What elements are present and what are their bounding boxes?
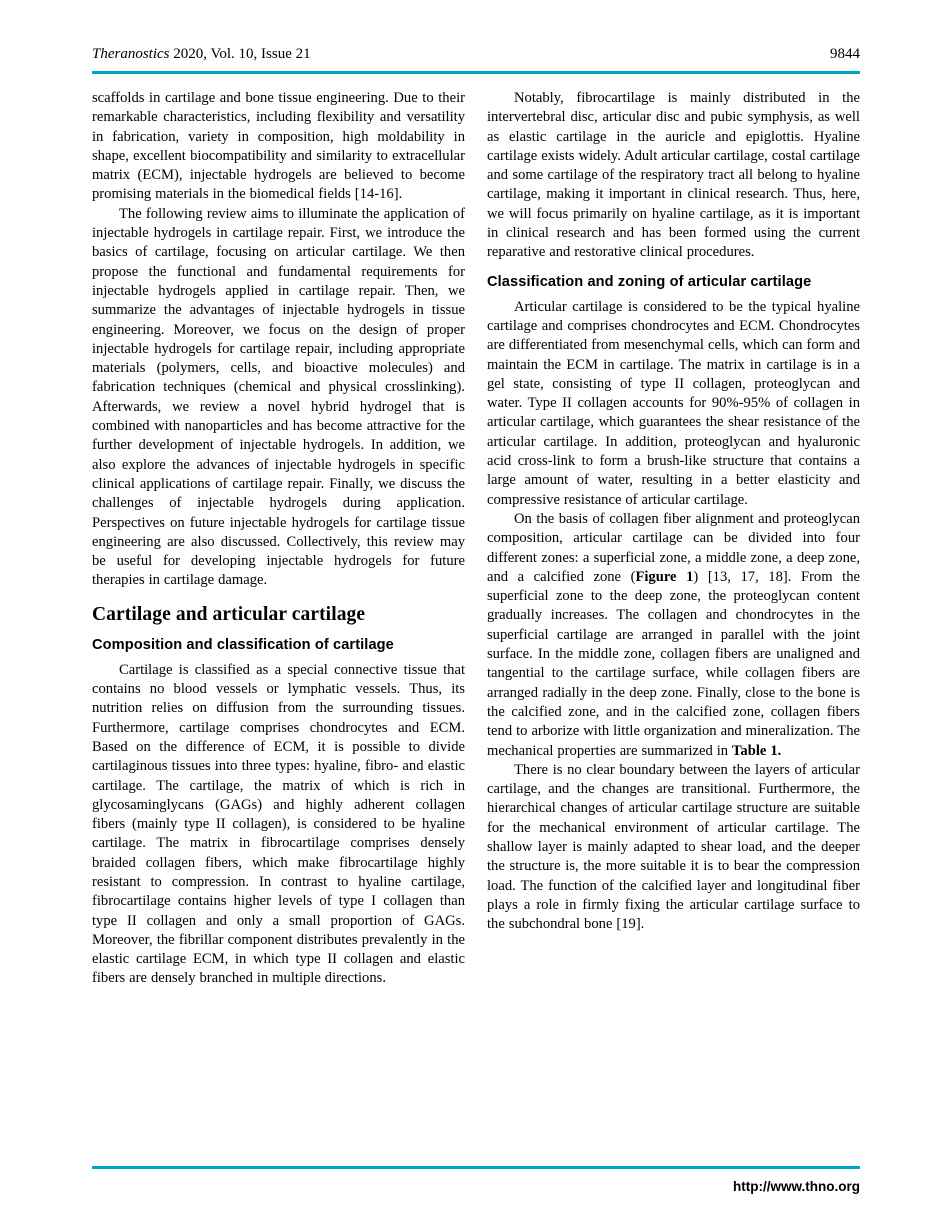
paragraph (487, 510, 860, 761)
text-run: The following review aims to illuminate the application of injectable hydrogels in cartilage repair. First, we introduce the basics of cartilage, focusing on articular cartilage. We then propose the functional and fundamental requirements for injectable hydrogels applied in cartilage repair. Then, we summarize the advantages of injectable hydrogels in tissue engineering. Moreover, we focus on the design of proper injectable hydrogels for cartilage repair, including appropriate materials (polymers, cells, and bioactive molecules) and fabrication techniques (chemical and physical crosslinking). Afterwards, we review a novel hybrid hydrogel that is combined with nanoparticles and has become attractive for the further development of injectable hydrogels. In addition, we also explore the advances of injectable hydrogels in specific clinical applications of cartilage repair. Finally, we discuss the challenges of injectable hydrogels during application. Perspectives on future injectable hydrogels for cartilage tissue engineering are also discussed. Collectively, this review may be useful for developing injectable hydrogels for future therapies in cartilage damage. (92, 205, 465, 589)
header-rule (92, 71, 860, 74)
subsection-heading: Composition and classification of cartilage (92, 636, 394, 653)
paragraph (487, 761, 860, 935)
text-run: Articular cartilage is considered to be the typical hyaline cartilage and comprises chondrocytes and ECM. Chondrocytes are differentiated from mesenchymal cells, which can form and maintain the ECM in cartilage. The matrix in cartilage is in a gel state, consisting of type II collagen, proteoglycan and water. Type II collagen accounts for 90%-95% of collagen in articular cartilage, which guarantees the shear resistance of the articular cartilage. In addition, proteoglycan and hyaluronic acid cross-link to form a brush-like structure that contains a large amount of water, resulting in a better elasticity and compressive resistance of articular cartilage. (487, 298, 860, 508)
paragraph (487, 298, 860, 510)
paragraph (92, 661, 465, 989)
page-header (92, 46, 860, 63)
text-run: On the basis of collagen fiber alignment and proteoglycan composition, articular cartilage can be divided into four different zones: a superficial zone, a middle zone, a deep zone, and a calcified zone ( (487, 510, 860, 585)
page-body (92, 89, 860, 989)
footer-rule (92, 1166, 860, 1169)
journal-title: Theranostics (92, 46, 170, 62)
text-run: Notably, fibrocartilage is mainly distributed in the intervertebral disc, articular disc and pubic symphysis, as well as elastic cartilage in the auricle and epiglottis. Hyaline cartilage exists widely. Adult articular cartilage, costal cartilage and some cartilage of the respiratory tract all belong to hyaline cartilage, making it important in clinical research. Thus, here, we will focus primarily on hyaline cartilage, as it is important in clinical research and has been formed using the current reparative and restorative clinical procedures. (487, 90, 860, 261)
text-run: Cartilage is classified as a special connective tissue that contains no blood vessels or lymphatic vessels. Thus, its nutrition relies on diffusion from the surrounding tissues. Furthermore, cartilage comprises chondrocytes and ECM. Based on the difference of ECM, it is possible to divide cartilaginous tissues into three types: hyaline, fibro- and elastic cartilage. The cartilage, the matrix of which is rich in glycosaminglycans (GAGs) and highly adherent collagen fibers (mainly type II collagen), is considered to be hyaline cartilage. The matrix in fibrocartilage comprises densely braided collagen fibers, which make fibrocartilage highly resistant to compression. In contrast to hyaline cartilage, fibrocartilage contains higher levels of type I collagen than type II collagen and only a small proportion of GAGs. Moreover, the fibrillar component distributes prevalently in the elastic cartilage ECM, in which type II collagen and elastic fibers are densely branched in multiple directions. (92, 661, 465, 987)
text-run: ) [13, 17, 18]. From the superficial zone to the deep zone, the proteoglycan content gradually increases. The collagen and chondrocytes in the superficial cartilage are arranged in parallel with the joint surface. In the middle zone, collagen fibers are unaligned and tangential to the cartilage surface, while collagen fibers are arranged radially in the deep zone. Finally, close to the bone is the calcified zone, and in the calcified zone, collagen fibers tend to arborize with little organization and mineralization. The mechanical properties are summarized in (487, 568, 860, 759)
text-run: scaffolds in cartilage and bone tissue engineering. Due to their remarkable characteristics, including flexibility and versatility in fabrication, variety in composition, high moldability in shape, excellent biocompatibility and similarity to extracellular matrix (ECM), injectable hydrogels are believed to become promising materials in the biomedical fields [14-16]. (92, 90, 465, 203)
page-number: 9844 (830, 46, 860, 62)
text-run: There is no clear boundary between the layers of articular cartilage, and the changes are transitional. Furthermore, the hierarchical changes of articular cartilage structure are suitable for the mechanical environment of articular cartilage. The shallow layer is mainly adapted to shear load, and the deeper the structure is, the more suitable it is to bear the compression load. The function of the calcified layer and longitudinal fiber plays a role in firmly fixing the articular cartilage surface to the subchondral bone [19]. (487, 761, 860, 933)
right-column (487, 89, 860, 989)
paragraph (92, 89, 465, 205)
journal-url-link[interactable]: http://www.thno.org (733, 1179, 860, 1194)
left-column (92, 89, 465, 989)
bold-text-run: Figure 1 (635, 568, 694, 585)
section-heading: Cartilage and articular cartilage (92, 603, 366, 625)
journal-issue-info: 2020, Vol. 10, Issue 21 (169, 46, 311, 62)
journal-citation (92, 46, 311, 63)
subsection-heading: Classification and zoning of articular cartilage (487, 273, 812, 290)
bold-text-run: Table 1. (732, 742, 782, 759)
paragraph (487, 89, 860, 263)
paragraph (92, 205, 465, 591)
